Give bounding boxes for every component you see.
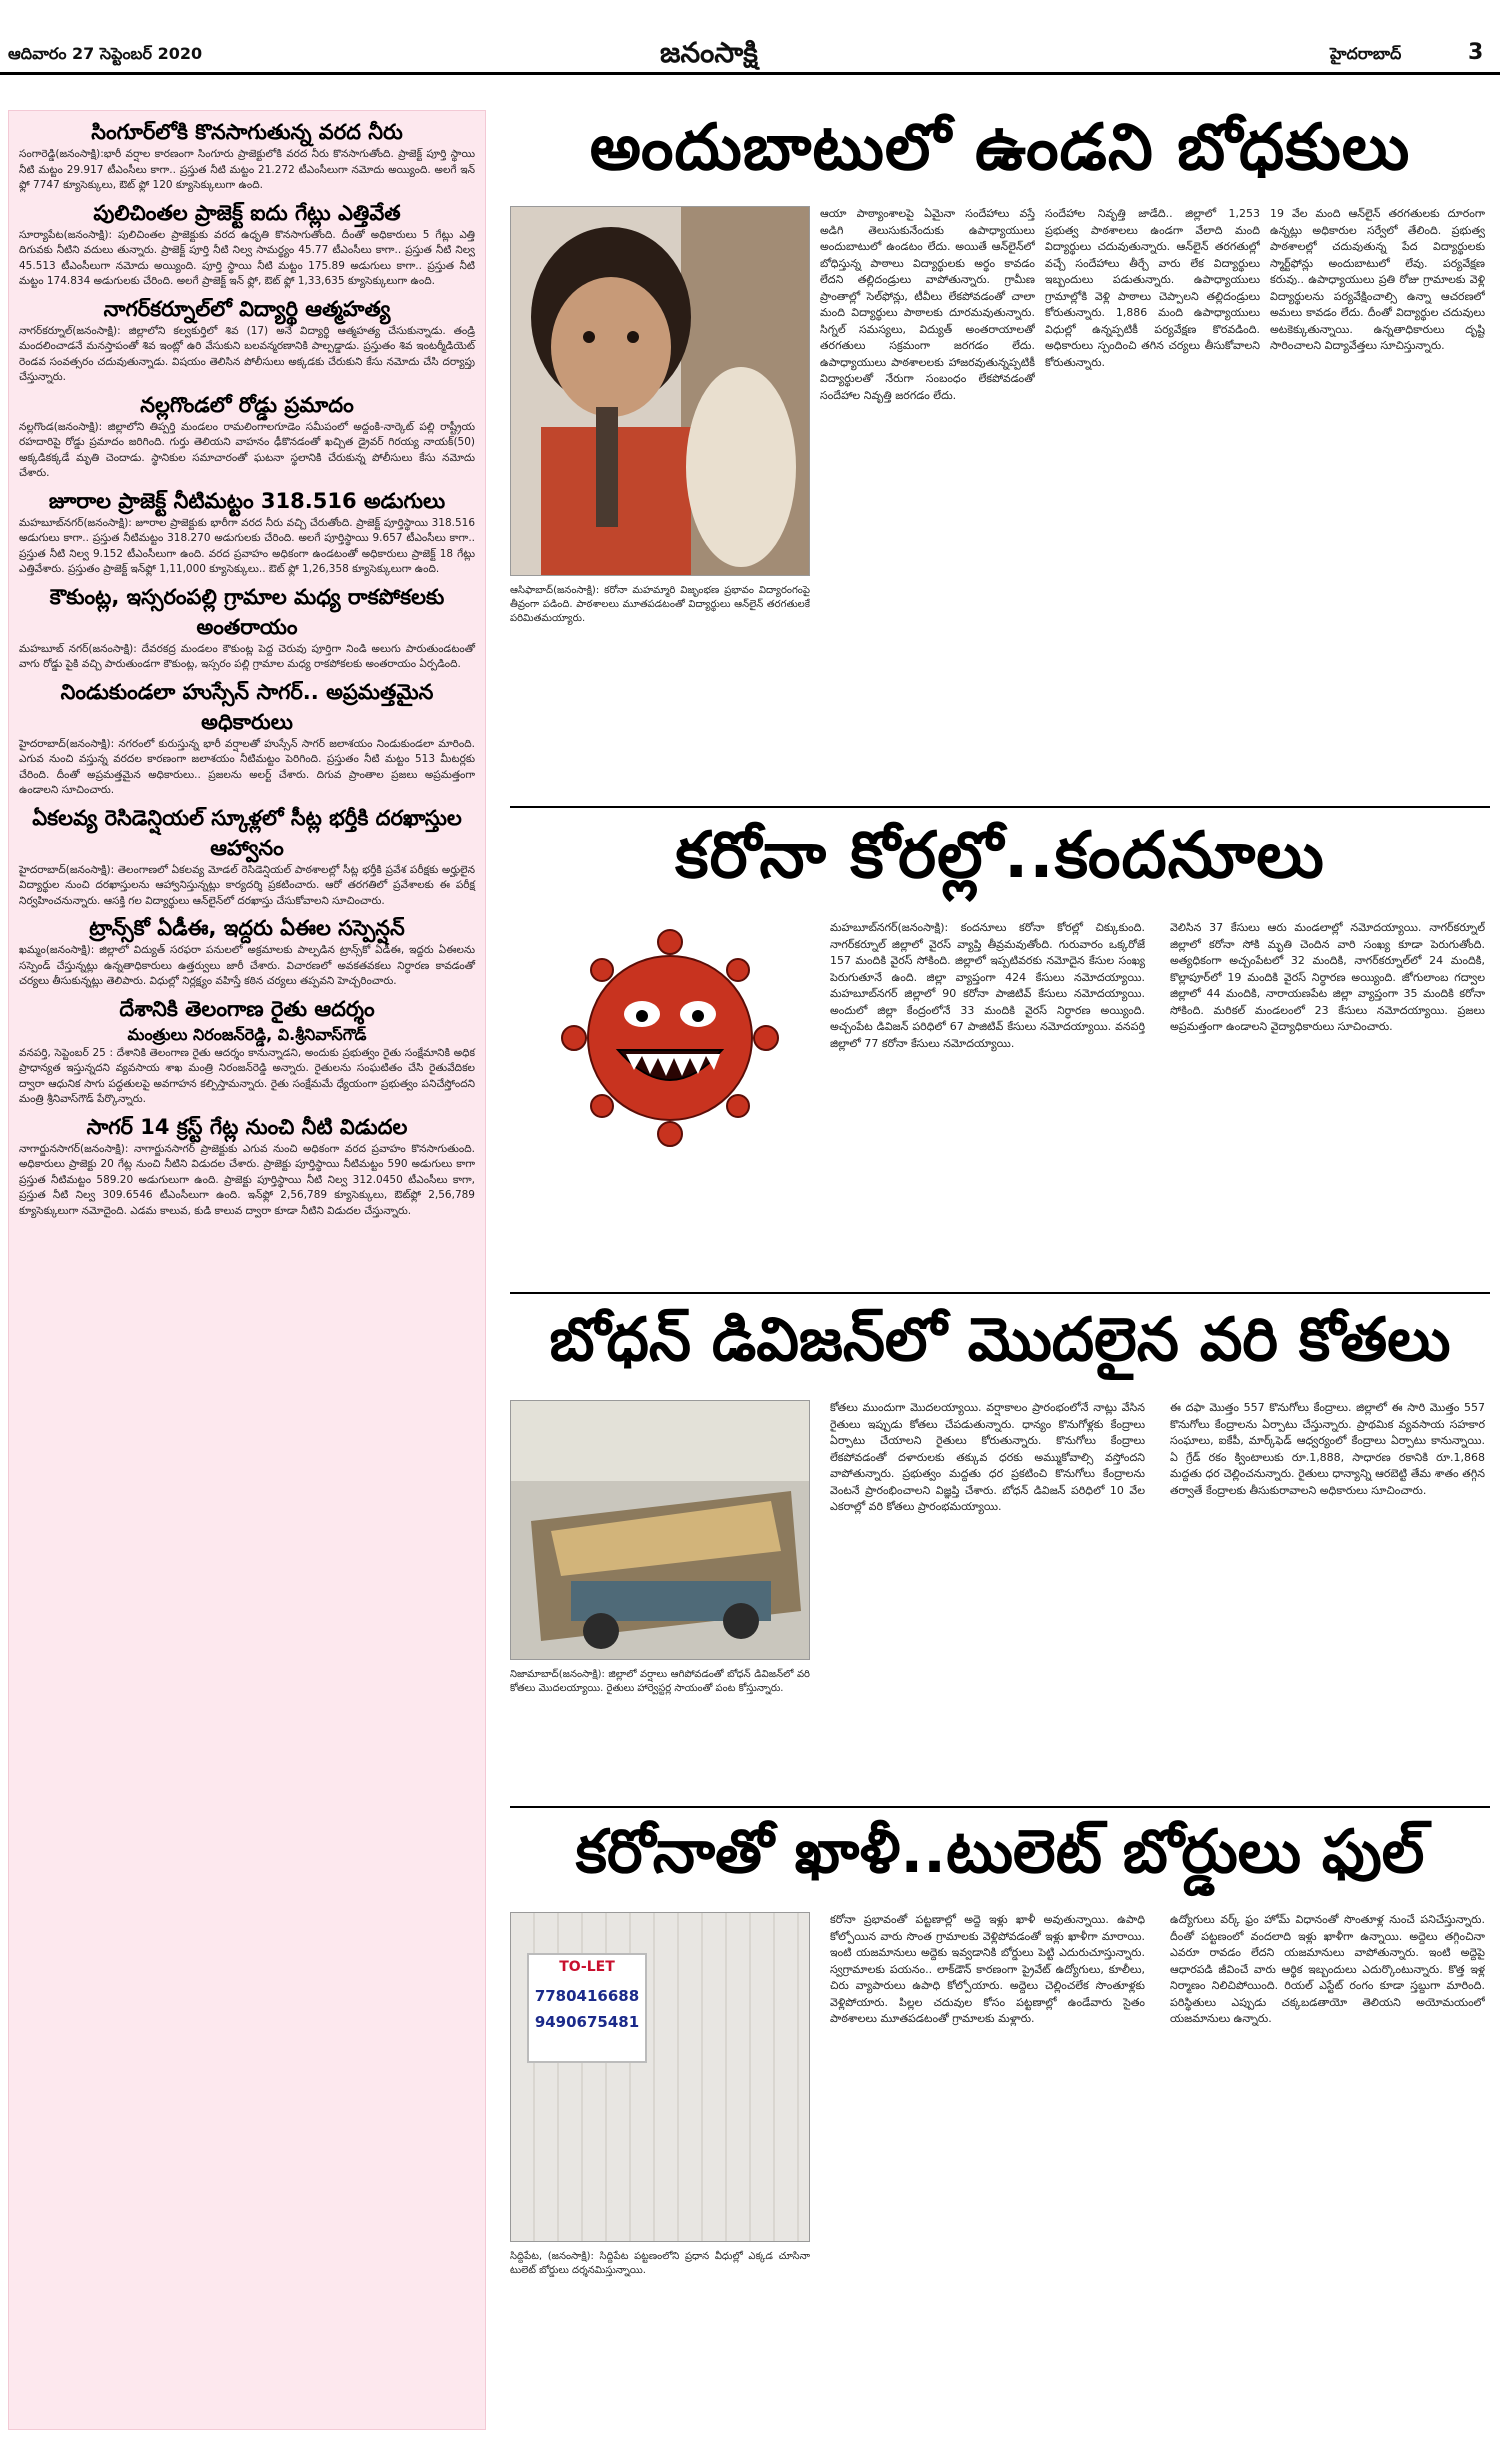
article3-headline: బోధన్ డివిజన్‌లో మొదలైన వరి కోతలు <box>549 1305 1451 1375</box>
news-brief-headline: సింగూర్‌లోకి కొనసాగుతున్న వరద నీరు <box>91 120 403 144</box>
news-brief-headline: నిండుకుండలా హుస్సేన్ సాగర్.. అప్రమత్తమైన అధికారులు <box>60 679 434 734</box>
news-brief-body: మహబూబ్ నగర్(జనంసాక్షి): దేవరకద్ర మండలం కౌకుంట్ల పెద్ద చెరువు పూర్తిగా నిండి అలుగు పారుతుండటంతో వాగు రోడ్డు పైకి వచ్చి పారుతుండగా కౌకుంట్ల, ఇస్సరం పల్లి గ్రామాల మధ్య రాకపోకలకు అంతరాయం ఏర్పడింది. <box>19 642 475 670</box>
masthead-rule <box>0 72 1500 75</box>
news-brief <box>19 294 475 386</box>
news-brief-body: నాగర్‌కర్నూల్(జనంసాక్షి): జిల్లాలోని కల్వకుర్తిలో శివ (17) అనే విద్యార్థి ఆత్మహత్య చేసుకున్నాడు. తండ్రి మందలించాడనే మనస్తాపంతో శివ ఇంట్లో ఉరి వేసుకుని బలవన్మరణానికి పాల్పడ్డాడు. ప్రస్తుతం శివ ఇంటర్మీడియెట్ రెండవ సంవత్సరం చదువుతున్నాడు. విషయం తెలిసిన పోలీసులు అక్కడకు చేరుకుని కేసు నమోదు చేసి దర్యాప్తు చేస్తున్నారు. <box>19 324 475 383</box>
news-brief <box>19 198 475 290</box>
news-brief-headline: పులిచింతల ప్రాజెక్ట్ ఐదు గేట్లు ఎత్తివేత <box>93 200 401 225</box>
news-brief <box>19 994 475 1108</box>
to-let-phone-2: 9490675481 <box>534 2013 640 2031</box>
article1 <box>510 108 1490 198</box>
news-brief-headline: జూరాల ప్రాజెక్ట్ నీటిమట్టం 318.516 అడుగులు <box>48 488 446 513</box>
to-let-label: TO-LET <box>559 1959 615 1975</box>
news-brief-subheadline: మంత్రులు నిరంజన్‌రెడ్డి, వి.శ్రీనివాస్‌గౌడ్ <box>127 1024 367 1044</box>
article4-column-1: కరోనా ప్రభావంతో పట్టణాల్లో అద్దె ఇళ్లు ఖాళీ అవుతున్నాయి. ఉపాధి కోల్పోయిన వారు సొంత గ్రామాలకు వెళ్లిపోవడంతో ఇళ్లు ఖాళీగా మారాయి. ఇంటి యజమానులు అద్దెకు ఇవ్వడానికి బోర్డులు పెట్టి ఎదురుచూస్తున్నారు. స్వగ్రామాలకు పయనం.. లాక్‌డౌన్ కారణంగా ప్రైవేట్ ఉద్యోగులు, కూలీలు, చిరు వ్యాపారులు ఉపాధి కోల్పోయారు. అద్దెలు చెల్లించలేక సొంతూళ్లకు వెళ్లిపోయారు. పిల్లల చదువుల కోసం పట్టణాల్లో ఉండేవారు సైతం పాఠశాలలు మూతపడటంతో గ్రామాలకు మళ్లారు. <box>830 1913 1145 2025</box>
news-brief-body: మహబూబ్‌నగర్(జనంసాక్షి): జూరాల ప్రాజెక్టుకు భారీగా వరద నీరు వచ్చి చేరుతోంది. ప్రాజెక్ట్ పూర్తిస్థాయి 318.516 అడుగులు కాగా.. ప్రస్తుత నీటిమట్టం 318.270 అడుగులకు చేరింది. అలగే పూర్తిస్థాయి 9.657 టీఎంసీలు కాగా.. ప్రస్తుత నీటి నిల్వ 9.152 టీఎంసీలుగా ఉంది. వరద ప్రవాహం అధికంగా ఉండటంతో అధికారులు ప్రాజెక్ట్ 18 గేట్లు ఎత్తివేశారు. ప్రస్తుతం ప్రాజెక్ట్ ఇన్‌ఫ్లో 1,11,000 క్యూసెక్కులు.. ఔట్ ఫ్లో 1,26,358 క్యూసెక్కులుగా ఉంది. <box>19 516 475 575</box>
edition-city: హైదరాబాద్ <box>1330 44 1402 63</box>
article4-column-2: ఉద్యోగులు వర్క్ ఫ్రం హోమ్ విధానంతో సొంతూళ్ల నుంచే పనిచేస్తున్నారు. దీంతో పట్టణంలో వందలాది ఇళ్లు ఖాళీగా ఉన్నాయి. అద్దెలు తగ్గించినా ఎవరూ రావడం లేదని యజమానులు వాపోతున్నారు. ఇంటి అద్దెపై ఆధారపడి జీవించే వారు ఆర్థిక ఇబ్బందులు ఎదుర్కొంటున్నారు. కొత్త ఇళ్ల నిర్మాణం నిలిచిపోయింది. రియల్ ఎస్టేట్ రంగం కూడా స్తబ్దుగా మారింది. పరిస్థితులు ఎప్పుడు చక్కబడతాయో తెలియని అయోమయంలో యజమానులు ఉన్నారు. <box>1170 1913 1485 2025</box>
news-brief-headline: నల్లగొండలో రోడ్డు ప్రమాదం <box>140 392 354 417</box>
article4 <box>510 1812 1490 1902</box>
news-brief-body: వనపర్తి, సెప్టెంబర్ 25 : దేశానికి తెలంగాణ రైతు ఆదర్శం కానున్నాడని, అందుకు ప్రభుత్వం రైతు సంక్షేమానికి అధిక ప్రాధాన్యత ఇస్తున్నదని వ్యవసాయ శాఖ మంత్రి నిరంజన్‌రెడ్డి అన్నారు. రైతులను సంఘటితం చేసి రైతువేదికల ద్వారా ఆధునిక సాగు పద్ధతులపై అవగాహన కల్పిస్తామన్నారు. రైతు సంక్షేమమే ధ్యేయంగా ప్రభుత్వం పనిచేస్తోందని మంత్రి శ్రీనివాస్‌గౌడ్ పేర్కొన్నారు. <box>19 1046 475 1105</box>
news-brief-headline: నాగర్‌కర్నూల్‌లో విద్యార్థి ఆత్మహత్య <box>103 296 391 321</box>
news-brief-body: నల్లగొండ(జనంసాక్షి): జిల్లాలోని తిప్పర్తి మండలం రామలింగాలగూడెం సమీపంలో అద్దంకి-నార్కెట్ పల్లి రాష్ట్రీయ రహదారిపై రోడ్డు ప్రమాదం జరిగింది. గుర్తు తెలియని వాహనం ఢీకొనడంతో ఖచ్చిత డ్రైవర్ గిరయ్య నాయక్(50) అక్కడికక్కడే మృతి చెందాడు. స్థానికుల సమాచారంతో ఘటనా స్థలానికి చేరుకున్న పోలీసులు కేసు నమోదు చేశారు. <box>19 420 475 479</box>
news-brief <box>19 117 475 194</box>
news-brief-body: సూర్యాపేట(జనంసాక్షి): పులిచింతల ప్రాజెక్టుకు వరద ఉధృతి కొనసాగుతోంది. దీంతో అధికారులు 5 గేట్లు ఎత్తి దిగువకు నీటిని వదులు తున్నారు. ప్రాజెక్ట్ పూర్తి నీటి నిల్వ సామర్థ్యం 45.77 టీఎంసీలు కాగా.. ప్రస్తుత నీటి నిల్వ 45.513 టీఎంసీలుగా నమోదు అయ్యింది. పూర్తి స్థాయి నీటి మట్టం 175.89 అడుగులు కాగా.. ప్రస్తుత నీటి మట్టం 174.834 అడుగులకు చేరింది. అలగే ప్రాజెక్ట్ ఇన్ ఫ్లో, ఔట్ ఫ్లో 1,33,635 క్యూసెక్కులుగా ఉంది. <box>19 228 475 287</box>
news-brief-body: హైదరాబాద్(జనంసాక్షి): తెలంగాణలో ఏకలవ్య మోడల్ రెసిడెన్షియల్ పాఠశాలల్లో సీట్ల భర్తీకి ప్రవేశ పరీక్షకు అర్హులైన విద్యార్థుల నుంచి దరఖాస్తులను ఆహ్వానిస్తున్నట్లు కార్యదర్శి ప్రకటించారు. ఆరో తరగతిలో ప్రవేశాలకు ఈ పరీక్ష నిర్వహించనున్నారు. ఆసక్తి గల విద్యార్థులు ఆన్‌లైన్‌లో దరఖాస్తు చేసుకోవాలని సూచించారు. <box>19 863 475 907</box>
article3-column-1: కోతలు ముందుగా మొదలయ్యాయి. వర్షాకాలం ప్రారంభంలోనే నాట్లు వేసిన రైతులు ఇప్పుడు కోతలు చేపడుతున్నారు. ధాన్యం కొనుగోళ్లకు కేంద్రాలు ఏర్పాటు చేయాలని రైతులు కోరుతున్నారు. కొనుగోలు కేంద్రాలు లేకపోవడంతో దళారులకు తక్కువ ధరకు అమ్ముకోవాల్సి వస్తోందని వాపోతున్నారు. ప్రభుత్వం మద్దతు ధర ప్రకటించి కొనుగోలు కేంద్రాలను వెంటనే ప్రారంభించాలని విజ్ఞప్తి చేశారు. బోధన్ డివిజన్ పరిధిలో 10 వేల ఎకరాల్లో వరి కోతలు ప్రారంభమయ్యాయి. <box>830 1401 1145 1513</box>
news-brief-headline: ట్రాన్స్‌కో ఏడీఈ, ఇద్దరు ఏఈల సస్పెన్షన్ <box>89 916 405 940</box>
article1-headline: అందుబాటులో ఉండని బోధకులు <box>589 111 1411 185</box>
news-brief-headline: కౌకుంట్ల, ఇస్సరంపల్లి గ్రామాల మధ్య రాకపోకలకు అంతరాయం <box>49 584 445 639</box>
article4-photo <box>510 1912 810 2242</box>
news-brief-headline: ఏకలవ్య రెసిడెన్షియల్ స్కూళ్లలో సీట్ల భర్తీకి దరఖాస్తుల ఆహ్వానం <box>32 805 462 860</box>
news-brief <box>19 1112 475 1220</box>
news-brief <box>19 582 475 673</box>
article2-column-1: మహబూబ్‌నగర్(జనంసాక్షి): కందనూలు కరోనా కోరల్లో చిక్కుకుంది. నాగర్‌కర్నూల్ జిల్లాలో వైరస్ వ్యాప్తి తీవ్రమవుతోంది. గురువారం ఒక్కరోజే 157 మందికి వైరస్ సోకింది. జిల్లాలో ఇప్పటివరకు నమోదైన కేసుల సంఖ్య పెరుగుతూనే ఉంది. జిల్లా వ్యాప్తంగా 424 కేసులు నమోదయ్యాయి. మహబూబ్‌నగర్ జిల్లాలో 90 కరోనా పాజిటివ్ కేసులు నమోదయ్యాయి. అందులో జిల్లా కేంద్రంలోనే 33 మందికి వైరస్ నిర్ధారణ అయ్యింది. అచ్చంపేట డివిజన్ పరిధిలో 67 పాజిటివ్ కేసులు నమోదయ్యాయి. వనపర్తి జిల్లాలో 77 కరోనా కేసులు నమోదయ్యాయి. <box>830 921 1145 1050</box>
paddy-harvester-image <box>511 1401 810 1660</box>
issue-date: ఆదివారం 27 సెప్టెంబర్ 2020 <box>8 44 203 63</box>
article3 <box>510 1300 1490 1390</box>
news-brief-headline: దేశానికి తెలంగాణ రైతు ఆదర్శం <box>119 996 375 1021</box>
news-brief-body: నాగార్జునసాగర్(జనంసాక్షి): నాగార్జునసాగర్ ప్రాజెక్టుకు ఎగువ నుంచి అధికంగా వరద ప్రవాహం కొనసాగుతుంది. అధికారులు ప్రాజెక్టు 20 గేట్ల నుంచి నీటిని విడుదల చేశారు. ప్రాజెక్టు పూర్తిస్థాయి నీటిమట్టం 590 అడుగులు కాగా ప్రస్తుత నీటిమట్టం 589.20 అడుగులుగా ఉంది. ప్రాజెక్టు పూర్తిస్థాయి నీటి నిల్వ 312.0450 టీఎంసీలు కాగా, ప్రస్తుత నీటి నిల్వ 309.6546 టీఎంసీలుగా ఉంది. ఇన్‌ఫ్లో 2,56,789 క్యూసెక్కులు, ఔట్‌ఫ్లో 2,56,789 క్యూసెక్కులుగా నమోదైంది. ఎడమ కాలువ, కుడి కాలువ ద్వారా కూడా నీటిని విడుదల చేస్తున్నారు. <box>19 1142 475 1217</box>
article1-column-3: 19 వేల మంది ఆన్‌లైన్ తరగతులకు దూరంగా ఉన్నట్లు అధికారుల సర్వేలో తేలింది. ప్రభుత్వ పాఠశాలల్లో చదువుతున్న పేద విద్యార్థులకు స్మార్ట్‌ఫోన్లు అందుబాటులో లేవు. పర్యవేక్షణ కరువు.. ఉపాధ్యాయులు ప్రతి రోజు గ్రామాలకు వెళ్లి విద్యార్థులను పర్యవేక్షించాల్సి ఉన్నా ఆచరణలో అమలు కావడం లేదు. దీంతో విద్యార్థుల చదువులు అటకెక్కుతున్నాయి. ఉన్నతాధికారులు దృష్టి సారించాలని విద్యావేత్తలు సూచిస్తున్నారు. <box>1270 207 1485 352</box>
section-divider <box>510 806 1490 808</box>
article4-headline: కరోనాతో ఖాళీ..టులెట్ బోర్డులు ఫుల్ <box>575 1817 1425 1887</box>
news-brief <box>19 390 475 482</box>
article3-caption: నిజామాబాద్(జనంసాక్షి): జిల్లాలో వర్షాలు ఆగిపోవడంతో బోధన్ డివిజన్‌లో వరి కోతలు మొదలయ్యాయి. రైతులు హార్వెస్టర్ల సాయంతో పంట కోస్తున్నారు. <box>510 1669 810 1694</box>
to-let-board <box>527 1953 647 2063</box>
article3-column-2: ఈ దఫా మొత్తం 557 కొనుగోలు కేంద్రాలు. జిల్లాలో ఈ సారి మొత్తం 557 కొనుగోలు కేంద్రాలను ఏర్పాటు చేస్తున్నారు. ప్రాథమిక వ్యవసాయ సహకార సంఘాలు, ఐకేపీ, మార్క్‌ఫెడ్ ఆధ్వర్యంలో కేంద్రాలు ఏర్పాటు కానున్నాయి. ఏ గ్రేడ్ రకం క్వింటాలుకు రూ.1,888, సాధారణ రకానికి రూ.1,868 మద్దతు ధర చెల్లించనున్నారు. రైతులు ధాన్యాన్ని ఆరబెట్టి తేమ శాతం తగ్గిన తర్వాతే కేంద్రాలకు తీసుకురావాలని అధికారులు సూచించారు. <box>1170 1401 1485 1497</box>
coronavirus-monster-icon <box>530 920 810 1150</box>
section-divider <box>510 1292 1490 1294</box>
article1-caption: ఆసిఫాబాద్(జనంసాక్షి): కరోనా మహమ్మారి విజృంభణ ప్రభావం విద్యారంగంపై తీవ్రంగా పడింది. పాఠశాలలు మూతపడటంతో విద్యార్థులు ఆన్‌లైన్ తరగతులకే పరిమితమయ్యారు. <box>510 585 810 624</box>
article1-column-1: ఆయా పాఠ్యాంశాలపై ఏమైనా సందేహాలు వస్తే అడిగి తెలుసుకునేందుకు ఉపాధ్యాయులు అందుబాటులో ఉండటం లేదు. అయితే ఆన్‌లైన్‌లో బోధిస్తున్న పాఠాలు విద్యార్థులకు అర్థం కావడం లేదని తల్లిదండ్రులు వాపోతున్నారు. గ్రామీణ ప్రాంతాల్లో సెల్‌ఫోన్లు, టీవీలు లేకపోవడంతో చాలా మంది విద్యార్థులు పాఠాలకు దూరమవుతున్నారు. సిగ్నల్ సమస్యలు, విద్యుత్ అంతరాయాలతో తరగతులు సక్రమంగా జరగడం లేదు. ఉపాధ్యాయులు పాఠశాలలకు హాజరవుతున్నప్పటికీ విద్యార్థులతో నేరుగా సంబంధం లేకపోవడంతో సందేహాల నివృత్తి జరగడం లేదు. <box>820 207 1035 402</box>
article4-caption: సిద్దిపేట, (జనంసాక్షి): సిద్దిపేట పట్టణంలోని ప్రధాన వీధుల్లో ఎక్కడ చూసినా టులెట్ బోర్డులు దర్శనమిస్తున్నాయి. <box>510 2251 810 2276</box>
news-brief-body: ఖమ్మం(జనంసాక్షి): జిల్లాలో విద్యుత్ సరఫరా పనులలో అక్రమాలకు పాల్పడిన ట్రాన్స్‌కో ఏడీఈ, ఇద్దరు ఏఈలను సస్పెండ్ చేస్తున్నట్లు ఉన్నతాధికారులు ఉత్తర్వులు జారీ చేశారు. విచారణలో అవకతవకలు నిర్ధారణ కావడంతో చర్యలు తీసుకున్నట్లు తెలిపారు. విధుల్లో నిర్లక్ష్యం వహిస్తే కఠిన చర్యలు తప్పవని హెచ్చరించారు. <box>19 944 475 987</box>
article2-column-2: వెలిసిన 37 కేసులు ఆరు మండలాల్లో నమోదయ్యాయి. నాగర్‌కర్నూల్ జిల్లాలో కరోనా సోకి మృతి చెందిన వారి సంఖ్య కూడా పెరుగుతోంది. అత్యధికంగా అచ్చంపేటలో 32 మందికి, నాగర్‌కర్నూల్‌లో 24 మందికి, కొల్లాపూర్‌లో 19 మందికి వైరస్ నిర్ధారణ అయ్యింది. జోగులాంబ గద్వాల జిల్లాలో 44 మందికి, నారాయణపేట జిల్లా వ్యాప్తంగా 35 మందికి కరోనా సోకింది. మరికల్ మండలంలో 23 కేసులు నమోదయ్యాయి. ప్రజలు అప్రమత్తంగా ఉండాలని వైద్యాధికారులు సూచించారు. <box>1170 921 1485 1033</box>
virus-illustration <box>530 920 810 1150</box>
newspaper-logo: జనంసాక్షి <box>660 36 758 69</box>
news-brief <box>19 803 475 910</box>
news-briefs-sidebar <box>8 110 486 2430</box>
article2-headline: కరోనా కోరల్లో..కందనూలు <box>675 819 1325 893</box>
masthead <box>0 0 1500 70</box>
section-divider <box>510 1806 1490 1808</box>
news-brief <box>19 913 475 990</box>
news-brief <box>19 486 475 578</box>
article1-column-2: సందేహాల నివృత్తి జాడేది.. జిల్లాలో 1,253 ప్రభుత్వ పాఠశాలలు ఉండగా వేలాది మంది విద్యార్థులు చదువుతున్నారు. ఆన్‌లైన్ తరగతుల్లో వచ్చే సందేహాలు తీర్చే వారు లేక విద్యార్థులు ఇబ్బందులు పడుతున్నారు. ఉపాధ్యాయులు గ్రామాల్లోకి వెళ్లి పాఠాలు చెప్పాలని తల్లిదండ్రులు కోరుతున్నారు. 1,886 మంది ఉపాధ్యాయులు విధుల్లో ఉన్నప్పటికీ పర్యవేక్షణ కొరవడింది. అధికారులు స్పందించి తగిన చర్యలు తీసుకోవాలని కోరుతున్నారు. <box>1045 207 1260 369</box>
news-brief-body: సంగారెడ్డి(జనంసాక్షి):భారీ వర్షాల కారణంగా సింగూరు ప్రాజెక్టులోకి వరద నీరు కొనసాగుతోంది. ప్రాజెక్ట్ పూర్తి స్థాయి నీటి మట్టం 29.917 టీఎంసీలు కాగా.. ప్రస్తుత నీటి మట్టం 21.272 టీఎంసీలుగా నమోదు అయ్యింది. అలగే ఇన్ ఫ్లో 7747 క్యూసెక్కులు, ఔట్ ఫ్లో 120 క్యూసెక్కులుగా ఉంది. <box>19 148 475 191</box>
to-let-phone-1: 7780416688 <box>534 1987 640 2005</box>
article2 <box>510 816 1490 906</box>
article1-photo <box>510 206 810 576</box>
article3-photo <box>510 1400 810 1660</box>
page-number: 3 <box>1468 40 1484 65</box>
news-brief-headline: సాగర్ 14 క్రస్ట్ గేట్ల నుంచి నీటి విడుదల <box>86 1114 408 1139</box>
child-studying-image <box>511 207 810 576</box>
news-brief-body: హైదరాబాద్(జనంసాక్షి): నగరంలో కురుస్తున్న భారీ వర్షాలతో హుస్సేన్ సాగర్ జలాశయం నిండుకుండలా మారింది. ఎగువ నుంచి వస్తున్న వరదల కారణంగా జలాశయం నీటిమట్టం పెరిగింది. ప్రస్తుతం నీటి మట్టం 513 మీటర్లకు చేరింది. దీంతో అప్రమత్తమైన అధికారులు.. ప్రజలను అలర్ట్ చేశారు. దిగువ ప్రాంతాల ప్రజలు అప్రమత్తంగా ఉండాలని సూచించారు. <box>19 737 475 796</box>
news-brief <box>19 677 475 799</box>
